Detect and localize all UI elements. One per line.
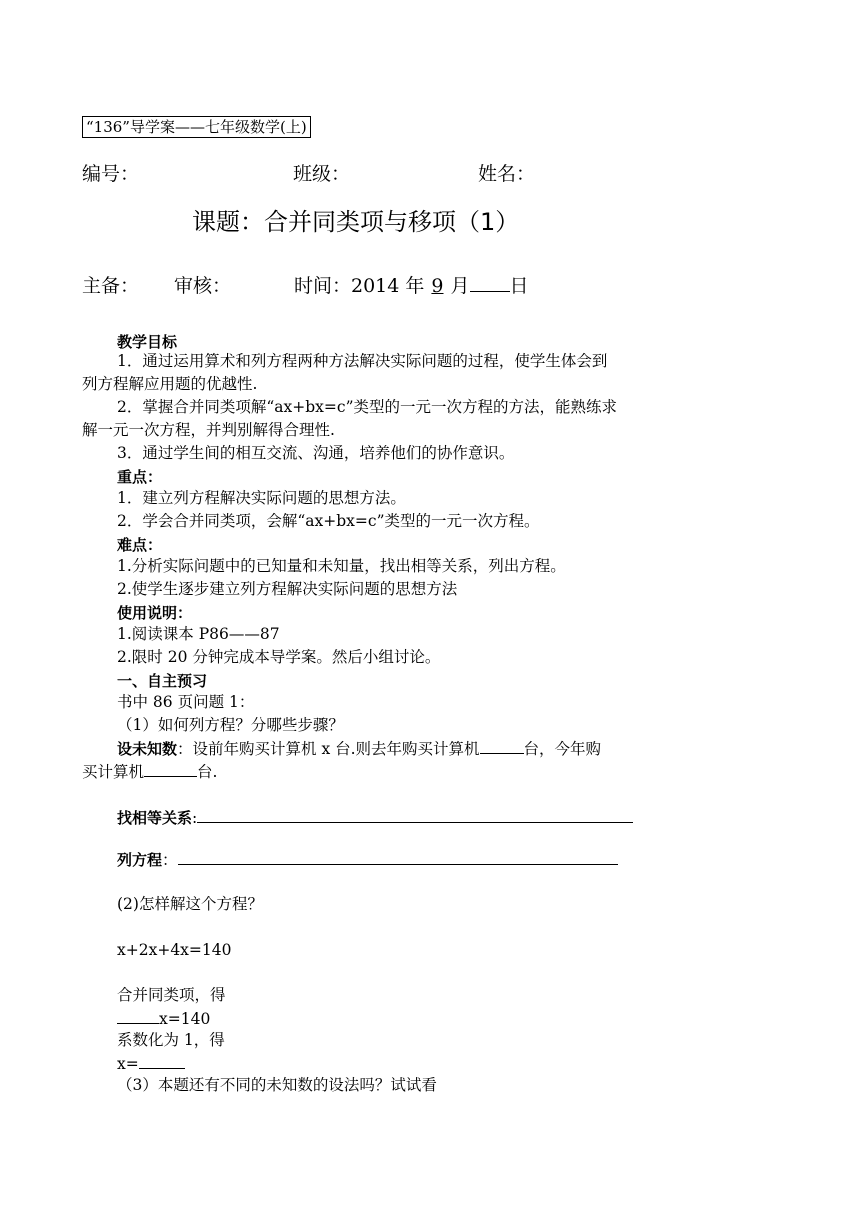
reviewer-label: 审核： (174, 275, 232, 297)
unknown-text1: ：设前年购买计算机 x 台.则去年购买计算机 (177, 740, 480, 758)
combined-rhs: x=140 (159, 1010, 211, 1028)
usage-heading: 使用说明： (117, 604, 193, 622)
equation-line (117, 848, 618, 871)
x-blank (139, 1052, 185, 1069)
preview-intro: 书中 86 页问题 1： (117, 693, 255, 711)
relation-line (117, 806, 633, 829)
last-year-blank (480, 737, 524, 754)
objectives-heading: 教学目标 (117, 333, 178, 351)
unknown-label: 设未知数 (117, 740, 178, 758)
preparer-label: 主备： (82, 275, 140, 297)
x-line (117, 1052, 185, 1075)
time-label: 时间：2014 年 (294, 275, 425, 297)
class-label: 班级： (293, 163, 351, 185)
unknown-line2b: 台. (197, 763, 218, 781)
usage-1: 1.阅读课本 P86——87 (117, 625, 280, 643)
day-label: 日 (509, 275, 529, 297)
unknown-line1 (117, 737, 601, 760)
relation-blank (197, 806, 633, 823)
coef-text: 系数化为 1，得 (117, 1031, 225, 1049)
month-value: 9 (431, 275, 444, 297)
objective-2-line2: 解一元一次方程，并判别解得合理性. (82, 421, 335, 439)
difficulty-1: 1.分析实际问题中的已知量和未知量，找出相等关系，列出方程。 (117, 557, 566, 575)
preview-question-3: （3）本题还有不同的未知数的设法吗？试试看 (117, 1076, 437, 1094)
preview-question-1: （1）如何列方程？分哪些步骤？ (117, 716, 344, 734)
objective-1-line2: 列方程解应用题的优越性. (82, 375, 258, 393)
relation-label: 找相等关系 (117, 809, 193, 827)
equation-colon: ： (162, 851, 178, 869)
this-year-blank (144, 760, 197, 777)
objective-2-line1: 2．掌握合并同类项解“ax+bx=c”类型的一元一次方程的方法，能熟练求 (117, 398, 618, 416)
number-label: 编号： (82, 163, 140, 185)
objective-3: 3．通过学生间的相互交流、沟通，培养他们的协作意识。 (117, 444, 515, 462)
time-line (294, 271, 529, 298)
preview-heading: 一、自主预习 (117, 672, 208, 690)
combined-line (117, 1007, 210, 1030)
page-title: 课题：合并同类项与移项（1） (192, 208, 520, 236)
usage-2: 2.限时 20 分钟完成本导学案。然后小组讨论。 (117, 648, 441, 666)
unknown-line2a: 买计算机 (82, 763, 145, 781)
relation-colon: : (192, 809, 198, 827)
difficulty-2: 2.使学生逐步建立列方程解决实际问题的思想方法 (117, 580, 458, 598)
combine-text: 合并同类项，得 (117, 986, 226, 1004)
equation-text: x+2x+4x=140 (117, 941, 232, 959)
day-blank (470, 275, 510, 292)
preview-question-2: (2)怎样解这个方程？ (117, 895, 263, 913)
name-label: 姓名： (478, 163, 536, 185)
unknown-text2: 台，今年购 (523, 740, 602, 758)
key-points-heading: 重点： (117, 468, 163, 486)
unknown-line2 (82, 760, 217, 783)
month-label: 月 (450, 275, 470, 297)
key-point-2: 2．学会合并同类项，会解“ax+bx=c”类型的一元一次方程。 (117, 512, 540, 530)
equation-label: 列方程 (117, 851, 163, 869)
x-eq: x= (117, 1055, 139, 1073)
header-box: “136”导学案——七年级数学(上) (82, 116, 311, 138)
difficulties-heading: 难点： (117, 536, 163, 554)
key-point-1: 1．建立列方程解决实际问题的思想方法。 (117, 489, 406, 507)
equation-blank (178, 848, 618, 865)
objective-1-line1: 1．通过运用算术和列方程两种方法解决实际问题的过程，使学生体会到 (117, 352, 608, 370)
coefficient-blank (117, 1007, 159, 1024)
